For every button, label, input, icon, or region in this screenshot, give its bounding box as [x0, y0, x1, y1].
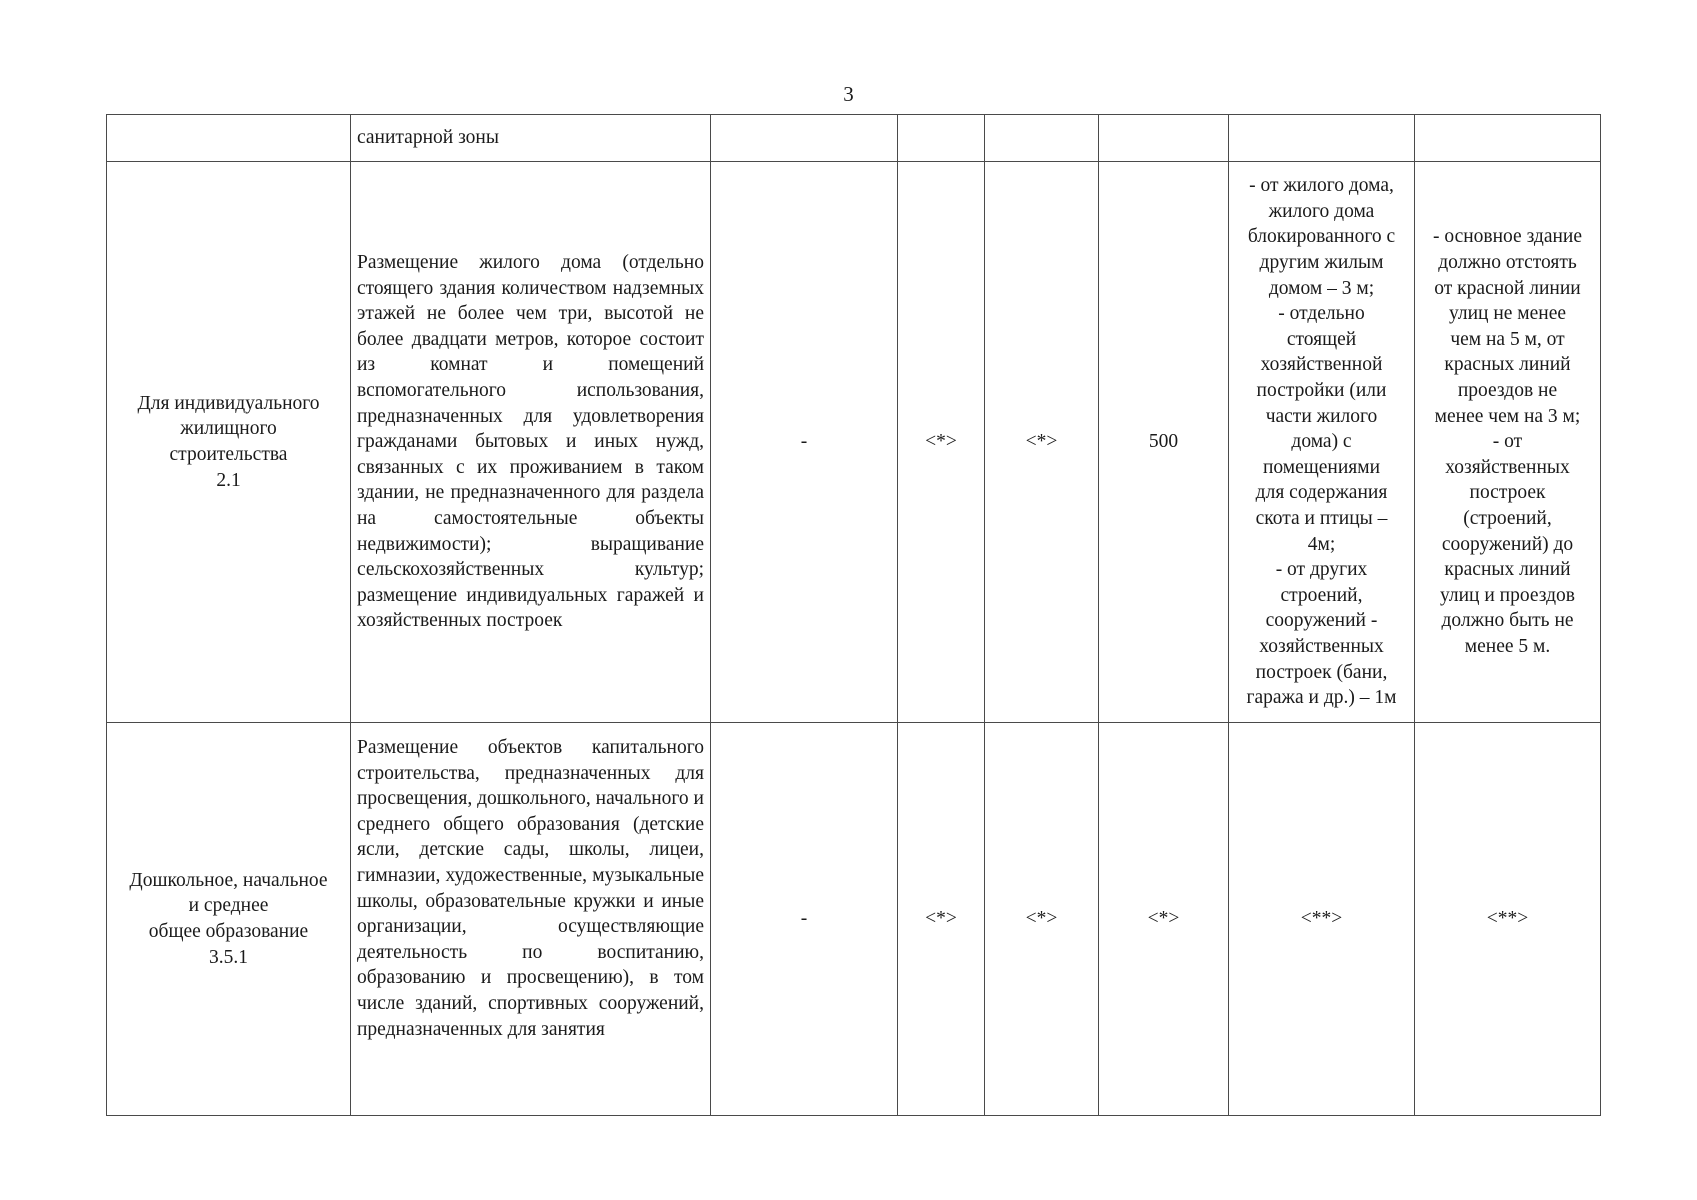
cell-line: (строений,: [1463, 507, 1552, 529]
cell-line: хозяйственных: [1445, 456, 1570, 478]
table-row: [107, 115, 1601, 162]
cell-line: - от других: [1275, 559, 1368, 581]
table-cell: <*>: [985, 162, 1099, 723]
cell-line: гаража и др.) – 1м: [1246, 687, 1397, 709]
name-line: жилищного: [180, 418, 277, 440]
cell-line: домом – 3 м;: [1268, 277, 1375, 299]
name-line: 2.1: [216, 469, 241, 491]
cell-line: блокированного с: [1247, 226, 1396, 248]
name-line: Дошкольное, начальное: [129, 869, 328, 891]
table-cell: <*>: [898, 723, 985, 1116]
table-cell-name: [107, 162, 351, 723]
regulations-table: [106, 114, 1601, 1116]
cell-line: построек: [1469, 482, 1546, 504]
cell-line: - от: [1492, 431, 1523, 453]
cell-line: строений,: [1280, 584, 1363, 606]
cell-line: скота и птицы –: [1255, 507, 1388, 529]
table-cell: [1099, 115, 1229, 162]
table-cell-name: [107, 115, 351, 162]
cell-line: улиц и проездов: [1440, 584, 1575, 606]
cell-line: проездов не: [1457, 380, 1558, 402]
table-cell-description: Размещение жилого дома (отдельно стоящего здания количеством надземных этажей не более чем три, высотой не более двадцати метров, которое состоит из комнат и помещений вспомогательного использования, предназначенных для удовлетворения гражданами бытовых и иных нужд, связанных с их проживанием в таком здании, не предназначенного для раздела на самостоятельные объекты недвижимости); выращивание сельскохозяйственных культур; размещение индивидуальных гаражей и хозяйственных построек: [351, 162, 711, 723]
cell-line: менее чем на 3 м;: [1434, 405, 1581, 427]
name-line: строительства: [169, 444, 288, 465]
cell-line: сооружений -: [1265, 610, 1378, 632]
cell-line: от красной линии: [1434, 277, 1581, 299]
table-cell-name: [107, 723, 351, 1116]
cell-line: - от жилого дома,: [1249, 175, 1394, 197]
table-cell: <**>: [1415, 723, 1601, 1116]
table-row: [107, 723, 1601, 1116]
cell-line: жилого дома: [1268, 200, 1375, 222]
page-number: 3: [843, 82, 854, 106]
cell-line: должно быть не: [1441, 610, 1574, 632]
table-cell: [985, 115, 1099, 162]
cell-line: части жилого: [1265, 405, 1378, 427]
table-cell: -: [711, 723, 898, 1116]
cell-line: для содержания: [1255, 482, 1388, 504]
cell-line: хозяйственных: [1259, 635, 1384, 657]
table-cell: <**>: [1229, 723, 1415, 1116]
table-cell: <*>: [985, 723, 1099, 1116]
cell-line: дома) с: [1291, 431, 1352, 453]
table-cell: <*>: [1099, 723, 1229, 1116]
cell-line: хозяйственной: [1260, 354, 1383, 376]
name-line: 3.5.1: [209, 946, 248, 968]
cell-line: другим жилым: [1259, 252, 1384, 274]
cell-line: должно отстоять: [1438, 252, 1577, 274]
cell-line: построек (бани,: [1255, 661, 1388, 683]
table-cell: [1415, 115, 1601, 162]
cell-line: чем на 5 м, от: [1450, 328, 1565, 350]
name-line: Для индивидуального: [137, 392, 320, 414]
table-cell: [1229, 115, 1415, 162]
table-cell-description: санитарной зоны: [351, 115, 711, 162]
table-cell: [711, 115, 898, 162]
table-cell: 500: [1099, 162, 1229, 723]
cell-line: красных линий: [1444, 354, 1571, 376]
name-line: и среднее: [188, 895, 269, 917]
cell-line: - отдельно: [1278, 303, 1365, 325]
table-cell-red-lines: [1415, 162, 1601, 723]
table-row: [107, 162, 1601, 723]
cell-line: красных линий: [1444, 559, 1571, 581]
table-cell: [898, 115, 985, 162]
cell-line: постройки (или: [1256, 380, 1387, 402]
cell-line: стоящей: [1286, 328, 1357, 350]
table-cell-setbacks: [1229, 162, 1415, 723]
cell-line: менее 5 м.: [1464, 635, 1551, 657]
table-cell: -: [711, 162, 898, 723]
cell-line: улиц не менее: [1448, 303, 1567, 325]
table-cell-description: Размещение объектов капитального строительства, предназначенных для просвещения, дошкольного, начального и среднего общего образования (детские ясли, детские сады, школы, лицеи, гимназии, художественные, музыкальные школы, образовательные кружки и иные организации, осуществляющие деятельность по воспитанию, образованию и просвещению), в том числе зданий, спортивных сооружений, предназначенных для занятия: [351, 723, 711, 1116]
cell-line: сооружений) до: [1441, 533, 1574, 555]
cell-line: помещениями: [1262, 456, 1381, 478]
table-cell: <*>: [898, 162, 985, 723]
name-line: общее образование: [148, 921, 309, 942]
cell-line: - основное здание: [1432, 226, 1583, 248]
cell-line: 4м;: [1307, 533, 1336, 555]
